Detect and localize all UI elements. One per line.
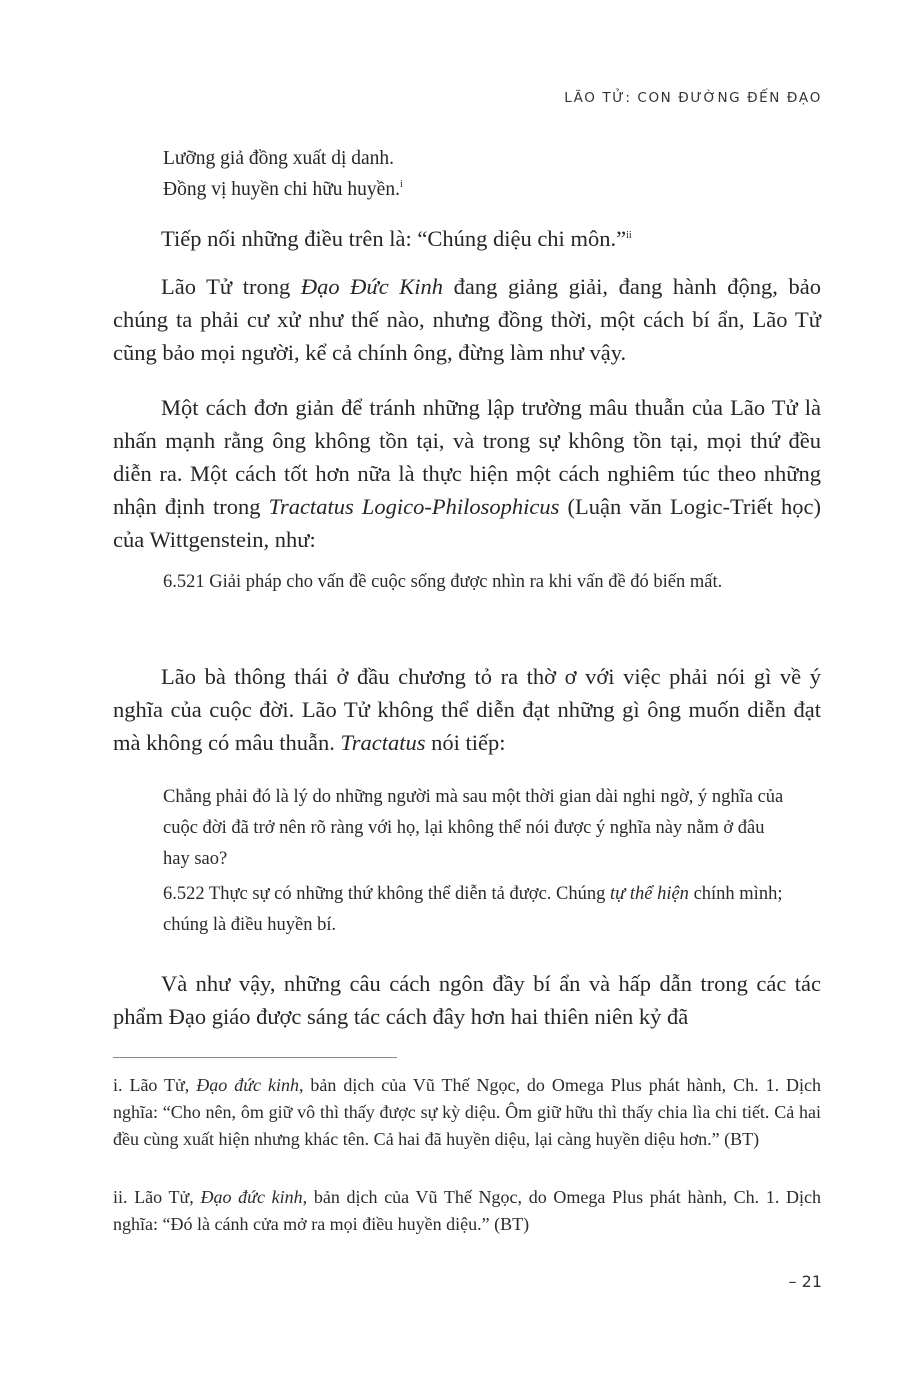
verse-line: Lưỡng giả đồng xuất dị danh. [163, 148, 395, 169]
paragraph-text: (Luận văn Logic-Triết học) của Wittgenstein, như: [113, 494, 821, 552]
verse-block [163, 143, 763, 205]
quote-text-part: 6.522 Thực sự có những thứ không thể diễn tả được. Chúng [163, 884, 610, 904]
book-title: Tractatus [340, 730, 426, 755]
emphasis: tự thể hiện [610, 884, 689, 904]
paragraph-text: Tiếp nối những điều trên là: “Chúng diệu chi môn.” [161, 226, 627, 251]
book-title: Đạo Đức Kinh [300, 274, 444, 299]
footnote-text: , bản dịch của Vũ Thế Ngọc, do Omega Plus phát hành, Ch. 1. Dịch nghĩa: “Đó là cánh cửa mở ra mọi điều huyền diệu.” (BT) [113, 1187, 822, 1234]
paragraph [113, 270, 821, 369]
book-title: Đạo đức kinh [200, 1187, 303, 1207]
footnote-marker[interactable]: i [399, 179, 403, 190]
paragraph-text: Và như vậy, những câu cách ngôn đầy bí ẩn và hấp dẫn trong các tác phẩm Đạo giáo được sáng tác cách đây hơn hai thiên niên kỷ đã [113, 971, 821, 1029]
paragraph-text: Lão bà thông thái ở đầu chương tỏ ra thờ ơ với việc phải nói gì về ý nghĩa của cuộc đời. Lão Tử không thể diễn đạt những gì ông muốn diễn đạt mà không có mâu thuẫn. [113, 664, 821, 755]
footnote-text: ii. Lão Tử, [113, 1187, 201, 1207]
book-title: Tractatus Logico-Philosophicus [268, 494, 560, 519]
book-title: Đạo đức kinh [196, 1075, 299, 1095]
footnote [113, 1072, 821, 1153]
paragraph-text: đang giảng giải, đang hành động, bảo chúng ta phải cư xử như thế nào, nhưng đồng thời, một cách bí ẩn, Lão Tử cũng bảo mọi người, kể cả chính ông, đừng làm như vậy. [113, 274, 821, 365]
paragraph-text: nói tiếp: [425, 730, 506, 755]
block-quote [163, 567, 793, 598]
footnote-text: , bản dịch của Vũ Thế Ngọc, do Omega Plus phát hành, Ch. 1. Dịch nghĩa: “Cho nên, ôm giữ vô thì thấy được sự kỳ diệu. Ôm giữ hữu thì thấy chia lìa chi tiết. Cả hai đều cùng xuất hiện nhưng khác tên. Cả hai đã huyền diệu, lại càng huyền diệu hơn.” (BT) [113, 1075, 822, 1149]
block-quote [163, 782, 793, 941]
paragraph [113, 660, 821, 759]
running-header: LÃO TỬ: CON ĐƯỜNG ĐẾN ĐẠO [564, 90, 822, 106]
quote-text: Chẳng phải đó là lý do những người mà sau một thời gian dài nghi ngờ, ý nghĩa của cuộc đời đã trở nên rõ ràng với họ, lại không thể nói được ý nghĩa này nằm ở đâu hay sao? [163, 787, 784, 869]
paragraph [113, 967, 821, 1033]
page-number: – 21 [788, 1272, 822, 1291]
quote-text [163, 879, 793, 941]
footnote [113, 1184, 821, 1238]
paragraph-text: Lão Tử trong [161, 274, 301, 299]
footnote-divider [113, 1057, 397, 1058]
paragraph-text: Một cách đơn giản để tránh những lập trường mâu thuẫn của Lão Tử là nhấn mạnh rằng ông không tồn tại, và trong sự không tồn tại, mọi thứ đều diễn ra. Một cách tốt hơn nữa là thực hiện một cách nghiêm túc theo những nhận định trong [113, 395, 821, 519]
paragraph [113, 222, 821, 255]
verse-line-text: Đồng vị huyền chi hữu huyền. [163, 179, 400, 200]
footnote-marker[interactable]: ii [626, 230, 632, 241]
quote-text: 6.521 Giải pháp cho vấn đề cuộc sống được nhìn ra khi vấn đề đó biến mất. [163, 572, 723, 592]
footnote-text: i. Lão Tử, [113, 1075, 197, 1095]
paragraph [113, 391, 821, 556]
verse-line [163, 174, 763, 205]
quote-text-part: chính mình; chúng là điều huyền bí. [163, 884, 783, 935]
